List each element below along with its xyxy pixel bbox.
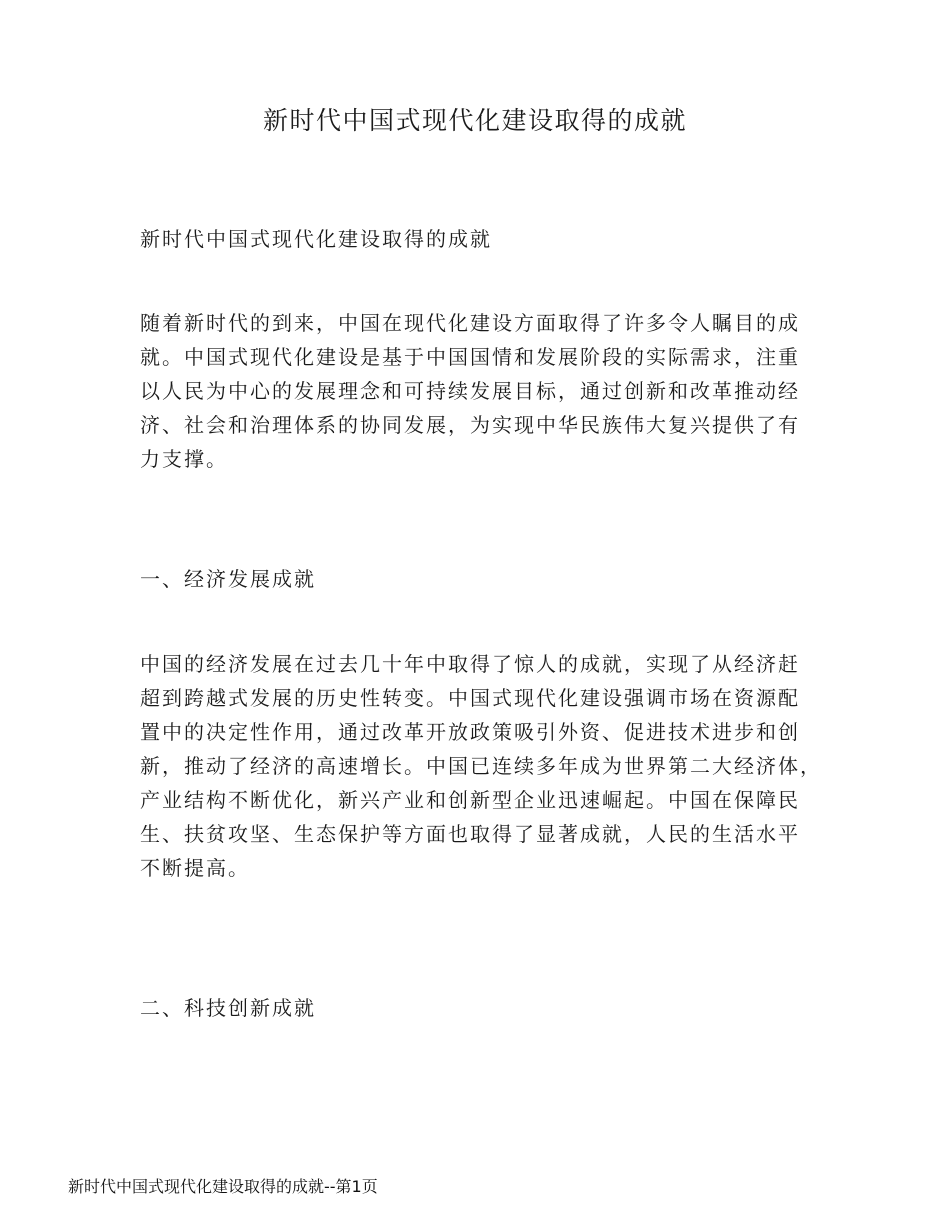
document-title: 新时代中国式现代化建设取得的成就 (262, 106, 687, 135)
section-heading-technology: 二、科技创新成就 (140, 996, 316, 1020)
paragraph-line: 置中的决定性作用，通过改革开放政策吸引外资、促进技术进步和创 (140, 720, 800, 744)
paragraph-line: 以人民为中心的发展理念和可持续发展目标，通过创新和改革推动经 (140, 379, 800, 403)
paragraph-line: 生、扶贫攻坚、生态保护等方面也取得了显著成就，人民的生活水平 (140, 822, 800, 846)
economy-paragraph (140, 647, 840, 885)
section-heading-economy: 一、经济发展成就 (140, 567, 316, 591)
paragraph-line: 不断提高。 (140, 856, 250, 880)
paragraph-line: 济、社会和治理体系的协同发展，为实现中华民族伟大复兴提供了有 (140, 413, 800, 437)
paragraph-line: 就。中国式现代化建设是基于中国国情和发展阶段的实际需求，注重 (140, 345, 800, 369)
paragraph-line: 新，推动了经济的高速增长。中国已连续多年成为世界第二大经济体， (140, 754, 822, 778)
paragraph-line: 力支撑。 (140, 447, 228, 471)
document-subtitle: 新时代中国式现代化建设取得的成就 (140, 227, 492, 251)
paragraph-line: 超到跨越式发展的历史性转变。中国式现代化建设强调市场在资源配 (140, 686, 800, 710)
paragraph-line: 中国的经济发展在过去几十年中取得了惊人的成就，实现了从经济赶 (140, 652, 800, 676)
paragraph-line: 随着新时代的到来，中国在现代化建设方面取得了许多令人瞩目的成 (140, 311, 800, 335)
page-footer: 新时代中国式现代化建设取得的成就--第1页 (68, 1177, 378, 1196)
intro-paragraph (140, 306, 840, 476)
paragraph-line: 产业结构不断优化，新兴产业和创新型企业迅速崛起。中国在保障民 (140, 788, 800, 812)
